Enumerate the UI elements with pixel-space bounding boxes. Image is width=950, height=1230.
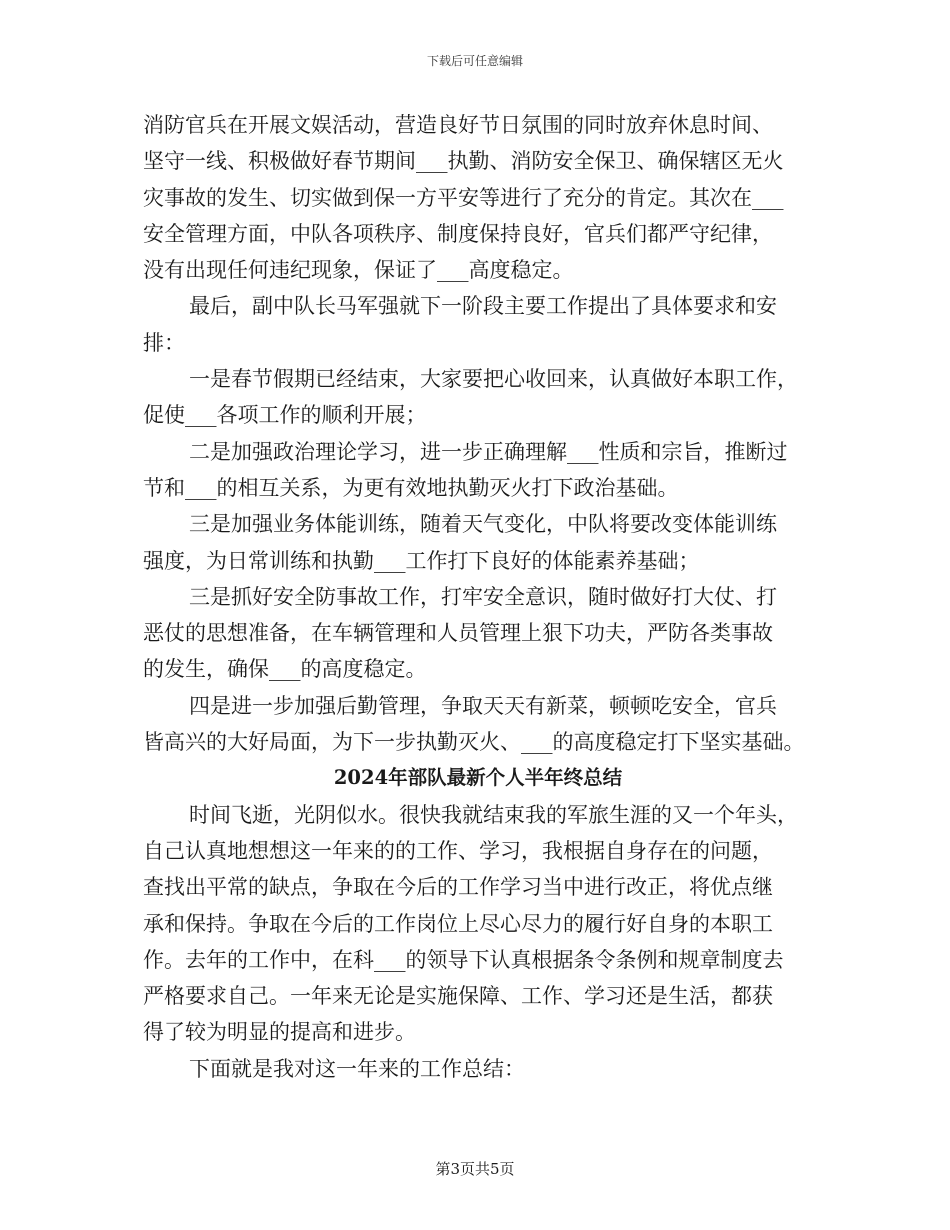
list-item-start: 三是抓好安全防事故工作，打牢安全意识，随时做好打大仗、打: [189, 584, 777, 609]
text-line: 查找出平常的缺点，争取在今后的工作学习当中进行改正，将优点继: [143, 875, 773, 900]
paragraph-start: 时间飞逝，光阴似水。很快我就结束我的军旅生涯的又一个年头，: [189, 802, 798, 827]
text-line: 恶仗的思想准备，在车辆管理和人员管理上狠下功夫，严防各类事故: [143, 621, 773, 646]
document-body: [143, 107, 813, 1087]
section-title: 2024年部队最新个人半年终总结: [333, 766, 623, 790]
text-line: 排：: [143, 330, 185, 355]
list-item-start: 一是春节假期已经结束，大家要把心收回来，认真做好本职工作，: [189, 367, 798, 392]
text-line: 安全管理方面，中队各项秩序、制度保持良好，官兵们都严守纪律，: [143, 221, 773, 246]
list-item-start: 三是加强业务体能训练，随着天气变化，中队将要改变体能训练: [189, 512, 777, 537]
text-line: 承和保持。争取在今后的工作岗位上尽心尽力的履行好自身的本职工: [143, 911, 773, 936]
page-header: 下载后可任意编辑: [426, 54, 523, 68]
list-item-start: 二是加强政治理论学习，进一步正确理解___性质和宗旨，推断过: [189, 439, 788, 464]
text-line: 的发生，确保___的高度稳定。: [143, 657, 427, 682]
text-line: 自己认真地想想这一年来的的工作、学习，我根据自身存在的问题，: [143, 838, 773, 863]
text-line: 强度，为日常训练和执勤___工作打下良好的体能素养基础；: [143, 548, 700, 573]
paragraph-start: 最后，副中队长马军强就下一阶段主要工作提出了具体要求和安: [189, 294, 777, 319]
text-line: 作。去年的工作中，在科___的领导下认真根据条令条例和规章制度去: [143, 947, 784, 972]
text-line: 坚守一线、积极做好春节期间___执勤、消防安全保卫、确保辖区无火: [143, 149, 784, 174]
list-item-start: 四是进一步加强后勤管理，争取天天有新菜，顿顿吃安全，官兵: [189, 693, 777, 718]
text-line: 得了较为明显的提高和进步。: [143, 1020, 416, 1045]
page-footer: 第3页共5页: [435, 1160, 515, 1178]
text-line: 严格要求自己。一年来无论是实施保障、工作、学习还是生活，都获: [143, 984, 773, 1009]
paragraph-start: 下面就是我对这一年来的工作总结：: [189, 1056, 525, 1081]
text-line: 促使___各项工作的顺利开展；: [143, 403, 427, 428]
text-line: 消防官兵在开展文娱活动，营造良好节日氛围的同时放弃休息时间、: [143, 113, 773, 137]
text-line: 没有出现任何违纪现象，保证了___高度稳定。: [143, 258, 574, 283]
text-line: 灾事故的发生、切实做到保一方平安等进行了充分的肯定。其次在___: [143, 185, 784, 210]
text-line: 节和___的相互关系，为更有效地执勤灭火打下政治基础。: [143, 475, 679, 500]
text-line: 皆高兴的大好局面，为下一步执勤灭火、___的高度稳定打下坚实基础。: [143, 730, 805, 755]
